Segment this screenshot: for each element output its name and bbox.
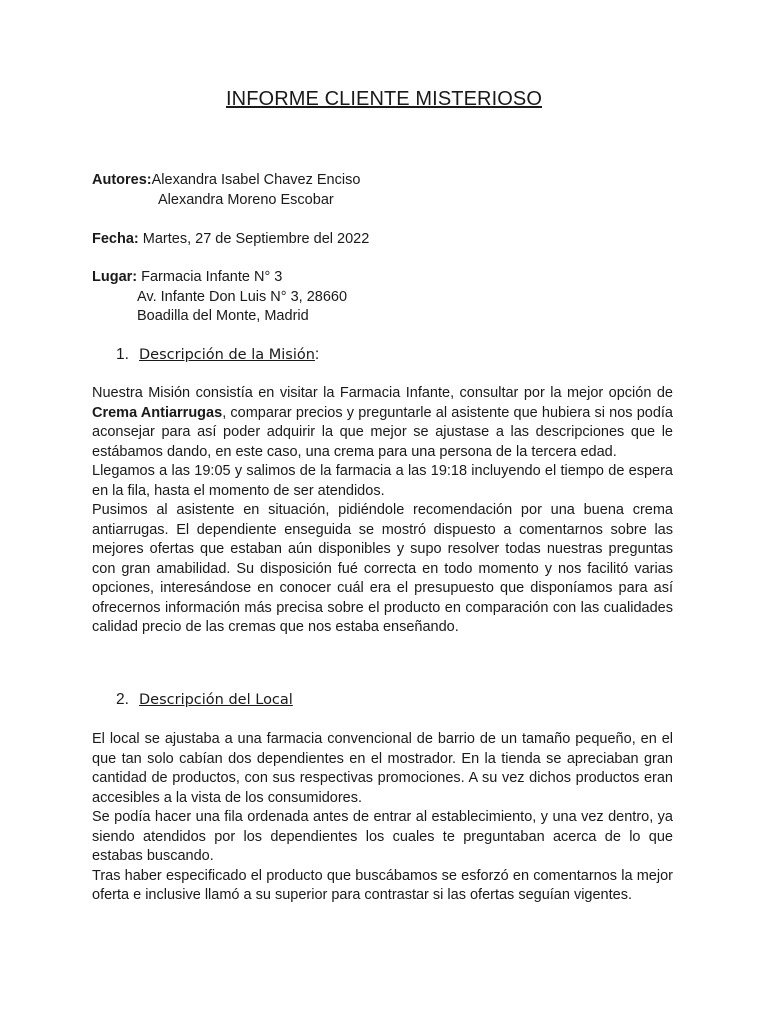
place-city: Boadilla del Monte, Madrid [137,308,309,324]
section-2-paragraph-2: Se podía hacer una fila ordenada antes de entrar al establecimiento, y una vez dentro, ya siendo atendidos por los dependientes los cuales te preguntaban acerca de lo que estabas buscando. [92,809,673,864]
section-2-heading [116,691,293,709]
author-2: Alexandra Moreno Escobar [158,192,334,208]
section-1-title-suffix: : [314,346,320,363]
date-value: Martes, 27 de Septiembre del 2022 [138,231,370,247]
date-line [92,231,369,247]
section-2-paragraph-3: Tras haber especificado el producto que buscábamos se esforzó en comentarnos la mejor oferta e inclusive llamó a su superior para contrastar si las ofertas seguían vigentes. [92,867,673,903]
date-label: Fecha: [92,231,139,247]
section-1-p1-text: Nuestra Misión consistía en visitar la Farmacia Infante, consultar por la mejor opción de [92,385,673,401]
section-2-body [92,730,673,906]
author-1: Alexandra Isabel Chavez Enciso [151,172,361,188]
section-1-p1-bold: Crema Antiarrugas [92,404,223,421]
place-label: Lugar: [92,269,138,285]
section-1-title: Descripción de la Misión [139,347,315,363]
section-1-heading [116,346,319,364]
section-2-title: Descripción del Local [139,692,293,708]
authors-label: Autores: [92,172,152,188]
section-1-paragraph-1 [92,384,673,462]
section-2-number: 2. [116,691,129,708]
section-1-p1-text-end: , comparar precios y preguntarle al asistente que hubiera si nos podía aconsejar para así poder adquirir la que mejor se ajustase a las descripciones que le estábamos dando, en este caso, una crema para una persona de la tercera edad. [92,404,673,460]
section-1-paragraph-3: Pusimos al asistente en situación, pidiéndole recomendación por una buena crema antiarrugas. El dependiente enseguida se mostró dispuesto a comentarnos sobre las mejores ofertas que estaban aún disponibles y supo resolver todas nuestras preguntas con gran amabilidad. Su disposición fué correcta en todo momento y nos facilitó varias opciones, interesándose en conocer cuál era el presupuesto que disponíamos para así ofrecernos información más precisa sobre el producto en comparación con las cualidades calidad precio de las cremas que nos estaba enseñando. [92,502,673,635]
section-1-body [92,384,673,638]
place-name: Farmacia Infante N° 3 [137,269,283,285]
place-address: Av. Infante Don Luis N° 3, 28660 [137,289,348,305]
document-title: INFORME CLIENTE MISTERIOSO [226,88,542,110]
section-1-number: 1. [116,346,129,363]
place-line [92,269,282,285]
authors-line [92,172,360,188]
section-1-paragraph-2: Llegamos a las 19:05 y salimos de la farmacia a las 19:18 incluyendo el tiempo de espera en la fila, hasta el momento de ser atendidos. [92,463,673,499]
section-2-paragraph-1: El local se ajustaba a una farmacia convencional de barrio de un tamaño pequeño, en el que tan solo cabían dos dependientes en el mostrador. En la tienda se apreciaban gran cantidad de productos, con sus respectivas promociones. A su vez dichos productos eran accesibles a la vista de los consumidores. [92,731,673,806]
